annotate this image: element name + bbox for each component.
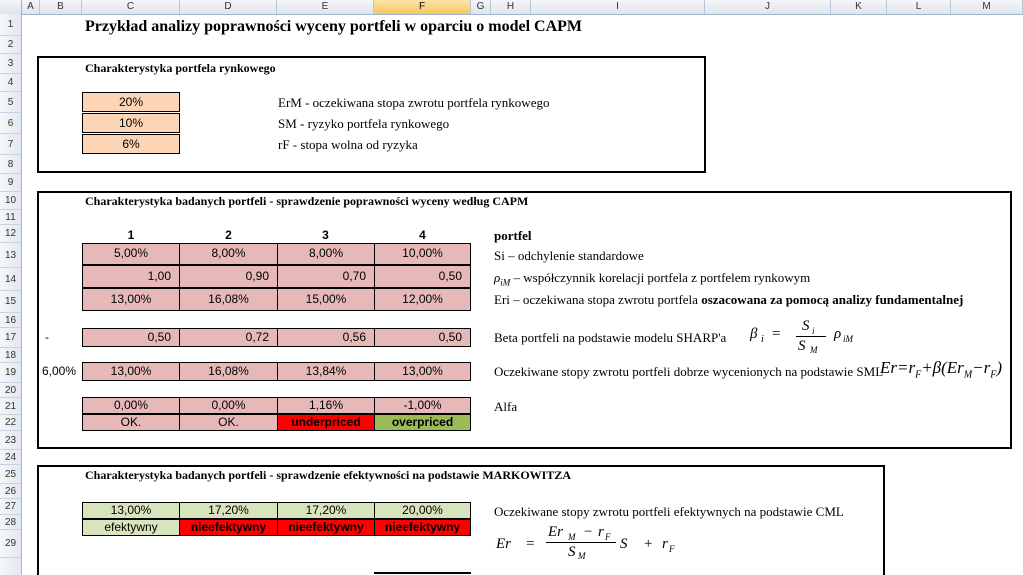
cml-formula [496,524,696,568]
row-header-17[interactable]: 17 [0,328,21,348]
column-header-e[interactable]: E [277,0,374,14]
si-cell-3[interactable]: 8,00% [277,243,375,265]
cml-lhs: Er [496,536,511,552]
cml-num-sub: M [568,532,576,542]
capm-heading: Charakterystyka badanych portfeli - sprawdzenie poprawności wyceny według CAPM [85,194,529,208]
si-cell-2[interactable]: 8,00% [179,243,278,265]
column-header-k[interactable]: K [831,0,887,14]
sml-cell-4[interactable]: 13,00% [374,362,471,381]
eri-label: Eri – oczekiwana stopa zwrotu portfela [494,292,702,307]
row-header-27[interactable]: 27 [0,499,21,515]
rho-cell-2[interactable]: 0,90 [179,265,278,288]
row-header-16[interactable]: 16 [0,313,21,328]
cml-cell-3[interactable]: 17,20% [277,502,375,519]
eri-cell-3[interactable]: 15,00% [277,288,375,311]
row-header-13[interactable]: 13 [0,243,21,268]
row-header-12[interactable]: 12 [0,225,21,243]
row-header-29[interactable]: 29 [0,530,21,558]
alfa-cell-4[interactable]: -1,00% [374,397,471,414]
alfa-cell-2[interactable]: 0,00% [179,397,278,414]
capm-status-2[interactable]: OK. [179,414,278,431]
beta-cell-2[interactable]: 0,72 [179,328,278,347]
row-header-21[interactable]: 21 [0,398,21,415]
row-header-26[interactable]: 26 [0,484,21,499]
market-erm-value[interactable]: 20% [82,92,180,112]
cml-cell-4[interactable]: 20,00% [374,502,471,519]
beta-den-s: S [798,338,806,354]
cml-cell-1[interactable]: 13,00% [82,502,180,519]
cml-eq: = [526,536,535,552]
sml-cell-2[interactable]: 16,08% [179,362,278,381]
row-header-8[interactable]: 8 [0,155,21,174]
eri-cell-2[interactable]: 16,08% [179,288,278,311]
markowitz-status-1[interactable]: efektywny [82,519,180,536]
sml-cell-3[interactable]: 13,84% [277,362,375,381]
cml-rf-sub: F [605,532,611,542]
rho-cell-3[interactable]: 0,70 [277,265,375,288]
column-header-c[interactable]: C [82,0,180,14]
beta-num-sub: i [812,326,815,336]
rho-label: – współczynnik korelacji portfela z portfelem rynkowym [510,270,811,285]
row-header-19[interactable]: 19 [0,363,21,383]
select-all-corner[interactable] [0,0,22,14]
row-header-4[interactable]: 4 [0,74,21,92]
beta-equals: = [772,326,781,342]
row-header-bar [0,14,22,575]
alfa-label: Alfa [494,399,518,414]
market-sm-value[interactable]: 10% [82,113,180,133]
column-header-b[interactable]: B [40,0,82,14]
column-header-d[interactable]: D [180,0,277,14]
column-header-h[interactable]: H [491,0,531,14]
column-header-f[interactable]: F [374,0,471,14]
rho-symbol: ρ [494,270,501,285]
capm-status-3[interactable]: underpriced [277,414,375,431]
rho-label-line [494,270,810,288]
column-header-j[interactable]: J [705,0,831,14]
eri-cell-4[interactable]: 12,00% [374,288,471,311]
cml-den-s: S [568,544,576,560]
rho-cell-4[interactable]: 0,50 [374,265,471,288]
markowitz-status-3[interactable]: nieefektywny [277,519,375,536]
column-header-g[interactable]: G [471,0,491,14]
portfolio-number-2: 2 [225,228,232,242]
row-header-2[interactable]: 2 [0,36,21,54]
market-sm-label: SM - ryzyko portfela rynkowego [278,116,450,131]
row-header-9[interactable]: 9 [0,174,21,192]
capm-status-4[interactable]: overpriced [374,414,471,431]
row-header-20[interactable]: 20 [0,383,21,398]
cml-minus: − [584,524,593,540]
beta-formula [750,318,870,358]
alfa-cell-3[interactable]: 1,16% [277,397,375,414]
cml-fraction-bar [546,542,616,543]
markowitz-status-2[interactable]: nieefektywny [179,519,278,536]
market-heading: Charakterystyka portfela rynkowego [85,61,276,75]
row-header-25[interactable]: 25 [0,465,21,484]
si-cell-1[interactable]: 5,00% [82,243,180,265]
beta-symbol: β [750,326,758,342]
eri-label-line [494,292,963,308]
sml-prefix[interactable]: 6,00% [42,364,77,378]
row-header-18[interactable]: 18 [0,348,21,363]
row-header-24[interactable]: 24 [0,450,21,465]
cml-r2-sub: F [669,544,675,554]
cml-num-er: Er [548,524,563,540]
eri-cell-1[interactable]: 13,00% [82,288,180,311]
beta-cell-3[interactable]: 0,56 [277,328,375,347]
beta-den-sub: M [810,345,818,355]
sml-formula: $Er=r_F+\beta(Er_M-r_F)$ [880,358,1003,381]
row-header-5[interactable]: 5 [0,92,21,113]
row-header-14[interactable]: 14 [0,268,21,291]
row-header-28[interactable]: 28 [0,515,21,530]
row-header-23[interactable]: 23 [0,431,21,450]
row-header-7[interactable]: 7 [0,134,21,155]
beta-prefix[interactable]: - [45,330,49,344]
row-header-11[interactable]: 11 [0,210,21,225]
sml-label: Oczekiwane stopy zwrotu portfeli dobrze wycenionych na podstawie SML [494,364,884,379]
row-header-22[interactable]: 22 [0,415,21,431]
sml-cell-1[interactable]: 13,00% [82,362,180,381]
column-header-bar [0,0,1023,15]
column-header-a[interactable]: A [22,0,40,14]
beta-rho: ρ [834,326,842,342]
beta-fraction-bar [796,336,826,337]
market-erm-label: ErM - oczekiwana stopa zwrotu portfela rynkowego [278,95,550,110]
alfa-cell-1[interactable]: 0,00% [82,397,180,414]
cml-rf: r [598,524,604,540]
row-header-3[interactable]: 3 [0,54,21,74]
beta-num-s: S [802,318,810,334]
beta-rho-sub: iM [843,334,853,344]
si-cell-4[interactable]: 10,00% [374,243,471,265]
portfolio-number-4: 4 [419,228,426,242]
row-header-6[interactable]: 6 [0,113,21,134]
market-rf-label: rF - stopa wolna od ryzyka [278,137,418,152]
markowitz-status-4[interactable]: nieefektywny [374,519,471,536]
beta-sub-i: i [761,334,764,345]
cml-cell-2[interactable]: 17,20% [179,502,278,519]
column-header-l[interactable]: L [887,0,951,14]
page-title: Przykład analizy poprawności wyceny portfeli w oparciu o model CAPM [85,18,583,35]
rho-sub: iM [500,277,511,288]
column-header-m[interactable]: M [951,0,1023,14]
row-header-10[interactable]: 10 [0,192,21,210]
cml-label: Oczekiwane stopy zwrotu portfeli efektywnych na podstawie CML [494,504,844,519]
eri-label-bold: oszacowana za pomocą analizy fundamentalnej [701,292,964,307]
portfolio-number-1: 1 [127,228,135,242]
cml-den-sub: M [578,551,586,561]
portfolio-label: portfel [494,228,532,243]
capm-status-1[interactable]: OK. [82,414,180,431]
beta-cell-1[interactable]: 0,50 [82,328,180,347]
cml-r2: r [662,536,668,552]
si-label: Si – odchylenie standardowe [494,248,644,263]
cml-plus: + [644,536,653,552]
market-rf-value[interactable]: 6% [82,134,180,154]
beta-cell-4[interactable]: 0,50 [374,328,471,347]
row-header-1[interactable]: 1 [0,14,21,36]
rho-cell-1[interactable]: 1,00 [82,265,180,288]
cml-s: S [620,536,628,552]
column-header-i[interactable]: I [531,0,705,14]
portfolio-number-3: 3 [322,228,329,242]
row-header-15[interactable]: 15 [0,291,21,313]
beta-label: Beta portfeli na podstawie modelu SHARP'a [494,330,727,345]
markowitz-heading: Charakterystyka badanych portfeli - sprawdzenie efektywności na podstawie MARKOWITZA [85,468,571,482]
